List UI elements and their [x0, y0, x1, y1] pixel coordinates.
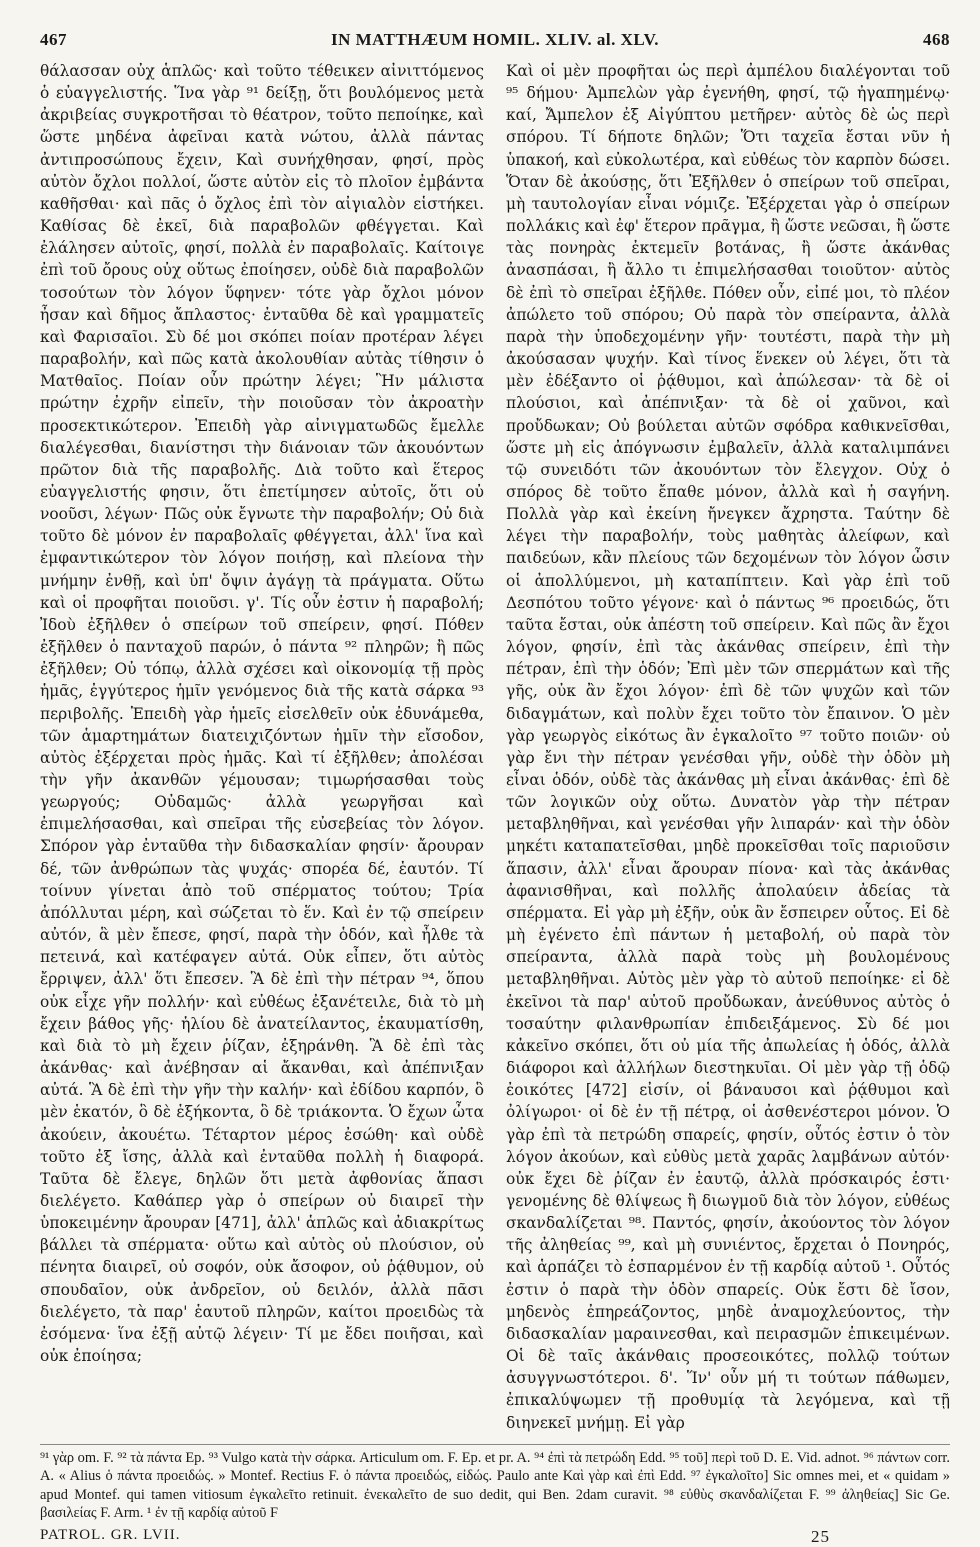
- signature-number: 25: [811, 1526, 830, 1546]
- right-column-text: Καὶ οἱ μὲν προφῆται ὡς περὶ ἀμπέλου διαλέγονται τοῦ ⁹⁵ δήμου· Ἀμπελὼν γὰρ ἐγενήθη, φησί, τῷ ἠγαπημένῳ· καί, Ἄμπελον ἐξ Αἰγύπτου μετῆρεν· αὐτὸς δὲ ὡς περὶ σπόρου. Τί δήποτε δηλῶν; Ὅτι ταχεῖα ἔσται νῦν ἡ ὑπακοή, καὶ εὐκολωτέρα, καὶ εὐθέως τὸν καρπὸν δώσει. Ὅταν δὲ ἀκούσῃς, ὅτι Ἐξῆλθεν ὁ σπείρων τοῦ σπεῖραι, μὴ ταυτολογίαν εἶναι νόμιζε. Ἐξέρχεται γὰρ ὁ σπείρων πολλάκις καὶ ἐφ' ἕτερον πρᾶγμα, ἢ ὥστε νεῶσαι, ἢ ὥστε τὰς πονηρὰς ἐκτεμεῖν βοτάνας, ἢ ὥστε ἀκάνθας ἀνασπάσαι, ἢ ἄλλο τι ἐπιμελήσασθαι τοιοῦτον· αὐτὸς δὲ ἐπὶ τὸ σπεῖραι ἐξῆλθε. Πόθεν οὖν, εἰπέ μοι, τὸ πλέον ἀπώλετο τοῦ σπόρου; Οὐ παρὰ τὸν σπείραντα, ἀλλὰ παρὰ τὴν ὑποδεχομένην γῆν· τουτέστι, παρὰ τὴν μὴ ἀκούσασαν ψυχήν. Καὶ τίνος ἕνεκεν οὐ λέγει, ὅτι τὰ μὲν ἐδέξαντο οἱ ῥᾴθυμοι, καὶ ἀπώλεσαν· τὰ δὲ οἱ πλούσιοι, καὶ ἀπέπνιξαν· τὰ δὲ οἱ χαῦνοι, καὶ προὔδωκαν; Οὐ βούλεται αὐτῶν σφόδρα καθικνεῖσθαι, ὥστε μὴ εἰς ἀπόγνωσιν ἐμβαλεῖν, ἀλλὰ καταλιμπάνει τῷ συνειδότι τῶν ἀκουόντων τὸν ἔλεγχον. Οὐχ ὁ σπόρος δὲ τοῦτο ἔπαθε μόνον, ἀλλὰ καὶ ἡ σαγήνη. Πολλὰ γὰρ καὶ ἐκείνη ἤνεγκεν ἄχρηστα. Ταύτην δὲ λέγει τὴν παραβολήν, τοὺς μαθητὰς ἀλείφων, καὶ παιδεύων, κἂν πλείους τῶν δεχομένων τὸν λόγον ὦσιν οἱ ἀπολλύμενοι, μὴ καταπίπτειν. Καὶ γὰρ ἐπὶ τοῦ Δεσπότου τοῦτο γέγονε· καὶ ὁ πάντως ⁹⁶ προειδώς, ὅτι ταῦτα ἔσται, οὐκ ἀπέστη τοῦ σπείρειν. Καὶ πῶς ἂν ἔχοι λόγον, φησίν, ἐπὶ τὰς ἀκάνθας σπείρειν, ἐπὶ τὴν πέτραν, ἐπὶ τὴν ὁδόν; Ἐπὶ μὲν τῶν σπερμάτων καὶ τῆς γῆς, οὐκ ἂν ἔχοι λόγον· ἐπὶ δὲ τῶν ψυχῶν καὶ τῶν διδαγμάτων, καὶ πολὺν ἔχει τοῦτο τὸν ἔπαινον. Ὁ μὲν γὰρ γεωργὸς εἰκότως ἂν ἐγκαλοῖτο ⁹⁷ τοῦτο ποιῶν· οὐ γὰρ ἔνι τὴν πέτραν γενέσθαι γῆν, οὐδὲ τὴν ὁδὸν μὴ εἶναι ὁδόν, οὐδὲ τὰς ἀκάνθας μὴ εἶναι ἀκάνθας· ἐπὶ δὲ τῶν λογικῶν οὐχ οὕτω. Δυνατὸν γὰρ τὴν πέτραν μεταβληθῆναι, καὶ γενέσθαι γῆν λιπαράν· καὶ τὴν ὁδὸν μηκέτι καταπατεῖσθαι, μηδὲ προκεῖσθαι τοῖς παριοῦσιν ἅπασιν, ἀλλ' εἶναι ἄρουραν πίονα· καὶ τὰς ἀκάνθας ἀφανισθῆναι, καὶ πολλῆς ἀπολαύειν ἀδείας τὰ σπέρματα. Εἰ γὰρ μὴ ἐξῆν, οὐκ ἂν ἔσπειρεν οὗτος. Εἰ δὲ μὴ ἐγένετο ἐπὶ πάντων ἡ μεταβολή, οὐ παρὰ τὸν σπείραντα, ἀλλὰ παρὰ τοὺς μὴ βουλομένους μεταβληθῆναι. Αὐτὸς μὲν γὰρ τὸ αὐτοῦ πεποίηκε· εἰ δὲ ἐκεῖνοι τὰ παρ' αὐτοῦ προὔδωκαν, ἀνεύθυνος αὐτὸς ὁ τοσαύτην φιλανθρωπίαν ἐπιδειξάμενος. Σὺ δέ μοι κἀκεῖνο σκόπει, ὅτι οὐ μία τῆς ἀπωλείας ἡ ὁδός, ἀλλὰ διάφοροι καὶ ἀλλήλων διεστηκυῖαι. Οἱ μὲν γὰρ τῇ ὁδῷ ἐοικότες [472] εἰσίν, οἱ βάναυσοι καὶ ῥᾴθυμοι καὶ ὀλίγωροι· οἱ δὲ ἐν τῇ πέτρᾳ, οἱ ἀσθενέστεροι μόνον. Ὁ γὰρ ἐπὶ τὰ πετρώδη σπαρείς, φησίν, οὗτός ἐστιν ὁ τὸν λόγον ἀκούων, καὶ εὐθὺς μετὰ χαρᾶς λαμβάνων αὐτόν· οὐκ ἔχει δὲ ῥίζαν ἐν ἑαυτῷ, ἀλλὰ πρόσκαιρός ἐστι· γενομένης δὲ θλίψεως ἢ διωγμοῦ διὰ τὸν λόγον, εὐθέως σκανδαλίζεται ⁹⁸. Παντός, φησίν, ἀκούοντος τὸν λόγον τῆς ἀληθείας ⁹⁹, καὶ μὴ συνιέντος, ἔρχεται ὁ Πονηρός, καὶ ἁρπάζει τὸ ἐσπαρμένον ἐν τῇ καρδίᾳ αὐτοῦ ¹. Οὗτός ἐστιν ὁ παρὰ τὴν ὁδὸν σπαρείς. Οὐκ ἔστι δὲ ἴσον, μηδενὸς ἐπηρεάζοντος, μηδὲ ἀναμοχλεύοντος, τὴν διδασκαλίαν μαραινεσθαι, καὶ πειρασμῶν ἐπικειμένων. Οἱ δὲ ταῖς ἀκάνθαις προσεοικότες, πολλῷ τούτων ἀσυγγνωστότεροι. δ'. Ἵν' οὖν μή τι τούτων πάθωμεν, ἐπικαλύψωμεν τῇ προθυμίᾳ τὰ λεγόμενα, καὶ τῇ διηνεκεῖ μνήμῃ. Εἰ γὰρ: [506, 62, 950, 1432]
- right-column: [506, 60, 950, 1434]
- left-column: [40, 60, 484, 1434]
- left-column-text: θάλασσαν οὐχ ἁπλῶς· καὶ τοῦτο τέθεικεν αἰνιττόμενος ὁ εὐαγγελιστής. Ἵνα γὰρ ⁹¹ δείξῃ, ὅτι βουλόμενος μετὰ ἀκριβείας συγκροτῆσαι τὸ θέατρον, τοῦτο πεποίηκε, καὶ ὥστε μηδένα ἀφεῖναι κατὰ νώτου, ἀλλὰ πάντας ἀντιπροσώπους ἔχειν, Καὶ συνήχθησαν, φησί, πρὸς αὐτὸν ὄχλοι πολλοί, ὥστε αὐτὸν εἰς τὸ πλοῖον ἐμβάντα καθῆσθαι· καὶ πᾶς ὁ ὄχλος ἐπὶ τὸν αἰγιαλὸν εἱστήκει. Καθίσας δὲ ἐκεῖ, διὰ παραβολῶν φθέγγεται. Καὶ ἐλάλησεν αὐτοῖς, φησί, πολλὰ ἐν παραβολαῖς. Καίτοιγε ἐπὶ τοῦ ὄρους οὐχ οὕτως ἐποίησεν, οὐδὲ διὰ παραβολῶν τοσούτων τὸν λόγον ὕφηνεν· τότε γὰρ ὄχλοι μόνον ἦσαν καὶ δῆμος ἄπλαστος· ἐνταῦθα δὲ καὶ γραμματεῖς καὶ Φαρισαῖοι. Σὺ δέ μοι σκόπει ποίαν προτέραν λέγει παραβολήν, καὶ πῶς κατὰ ἀκολουθίαν αὐτὰς τίθησιν ὁ Ματθαῖος. Ποίαν οὖν πρώτην λέγει; Ἣν μάλιστα πρώτην ἐχρῆν εἰπεῖν, τὴν ποιοῦσαν τὸν ἀκροατὴν προσεκτικώτερον. Ἐπειδὴ γὰρ αἰνιγματωδῶς ἔμελλε διαλέγεσθαι, διανίστησι τὴν διάνοιαν τῶν ἀκουόντων πρῶτον διὰ τῆς παραβολῆς. Διὰ τοῦτο καὶ ἕτερος εὐαγγελιστής φησιν, ὅτι ἐπετίμησεν αὐτοῖς, ὅτι οὐ νοοῦσι, λέγων· Πῶς οὐκ ἔγνωτε τὴν παραβολήν; Οὐ διὰ τοῦτο δὲ μόνον ἐν παραβολαῖς φθέγγεται, ἀλλ' ἵνα καὶ ἐμφαντικώτερον τὸν λόγον ποιήσῃ, καὶ πλείονα τὴν μνήμην ἐνθῇ, καὶ ὑπ' ὄψιν ἀγάγῃ τὰ πράγματα. Οὕτω καὶ οἱ προφῆται ποιοῦσι. γ'. Τίς οὖν ἐστιν ἡ παραβολή; Ἰδοὺ ἐξῆλθεν ὁ σπείρων τοῦ σπείρειν, φησί. Πόθεν ἐξῆλθεν ὁ πανταχοῦ παρών, ὁ πάντα ⁹² πληρῶν; ἢ πῶς ἐξῆλθεν; Οὐ τόπῳ, ἀλλὰ σχέσει καὶ οἰκονομίᾳ τῇ πρὸς ἡμᾶς, ἐγγύτερος ἡμῖν γενόμενος διὰ τῆς κατὰ σάρκα ⁹³ περιβολῆς. Ἐπειδὴ γὰρ ἡμεῖς εἰσελθεῖν οὐκ ἐδυνάμεθα, τῶν ἁμαρτημάτων διατειχιζόντων ἡμῖν τὴν εἴσοδον, αὐτὸς ἐξέρχεται πρὸς ἡμᾶς. Καὶ τί ἐξῆλθεν; ἀπολέσαι τὴν γῆν ἀκανθῶν γέμουσαν; τιμωρήσασθαι τοὺς γεωργούς; Οὐδαμῶς· ἀλλὰ γεωργῆσαι καὶ ἐπιμελήσασθαι, καὶ σπεῖραι τῆς εὐσεβείας τὸν λόγον. Σπόρον γὰρ ἐνταῦθα τὴν διδασκαλίαν φησίν· ἄρουραν δέ, τῶν ἀνθρώπων τὰς ψυχάς· σπορέα δέ, ἑαυτόν. Τί τοίνυν γίνεται ἀπὸ τοῦ σπέρματος τούτου; Τρία ἀπόλλυται μέρη, καὶ σώζεται τὸ ἕν. Καὶ ἐν τῷ σπείρειν αὐτόν, ἃ μὲν ἔπεσε, φησί, παρὰ τὴν ὁδόν, καὶ ἦλθε τὰ πετεινά, καὶ κατέφαγεν αὐτά. Οὐκ εἶπεν, ὅτι αὐτὸς ἔρριψεν, ἀλλ' ὅτι ἔπεσεν. Ἃ δὲ ἐπὶ τὴν πέτραν ⁹⁴, ὅπου οὐκ εἶχε γῆν πολλήν· καὶ εὐθέως ἐξανέτειλε, διὰ τὸ μὴ ἔχειν βάθος γῆς· ἡλίου δὲ ἀνατείλαντος, ἐκαυματίσθη, καὶ διὰ τὸ μὴ ἔχειν ῥίζαν, ἐξηράνθη. Ἃ δὲ ἐπὶ τὰς ἀκάνθας· καὶ ἀνέβησαν αἱ ἄκανθαι, καὶ ἀπέπνιξαν αὐτά. Ἃ δὲ ἐπὶ τὴν γῆν τὴν καλήν· καὶ ἐδίδου καρπόν, ὃ μὲν ἑκατόν, ὃ δὲ ἑξήκοντα, ὃ δὲ τριάκοντα. Ὁ ἔχων ὦτα ἀκούειν, ἀκουέτω. Τέταρτον μέρος ἐσώθη· καὶ οὐδὲ τοῦτο ἐξ ἴσης, ἀλλὰ καὶ ἐνταῦθα πολλὴ ἡ διαφορά. Ταῦτα δὲ ἔλεγε, δηλῶν ὅτι μετὰ ἀφθονίας ἅπασι διελέγετο. Καθάπερ γὰρ ὁ σπείρων οὐ διαιρεῖ τὴν ὑποκειμένην ἄρουραν [471], ἀλλ' ἁπλῶς καὶ ἀδιακρίτως βάλλει τὰ σπέρματα· οὕτω καὶ αὐτὸς οὐ πλούσιον, οὐ πένητα διαιρεῖ, οὐ σοφόν, οὐκ ἄσοφον, οὐ ῥᾴθυμον, οὐ σπουδαῖον, οὐκ ἀνδρεῖον, οὐ δειλόν, ἀλλὰ πᾶσι διελέγετο, τὰ παρ' ἑαυτοῦ πληρῶν, καίτοι προειδὼς τὰ ἐσόμενα· ἵνα ἐξῇ αὐτῷ λέγειν· Τί με ἔδει ποιῆσαι, καὶ οὐκ ἐποίησα;: [40, 62, 484, 1366]
- running-header: [40, 30, 950, 56]
- running-title: IN MATTHÆUM HOMIL. XLIV. al. XLV.: [330, 30, 660, 49]
- signature-text: PATROL. GR. LVII.: [40, 1526, 181, 1543]
- left-page-number: 467: [40, 30, 67, 49]
- right-page-number: 468: [923, 30, 950, 49]
- footnotes: ⁹¹ γὰρ om. F. ⁹² τὰ πάντα Ep. ⁹³ Vulgo κατὰ τὴν σάρκα. Articulum om. F. Ep. et pr. A. ⁹⁴ ἐπὶ τὰ πετρώδη Edd. ⁹⁵ τοῦ] περὶ τοῦ D. E. Vid. adnot. ⁹⁶ πάντων corr. A. « Alius ὁ πάντα προειδώς. » Montef. Rectius F. ὁ πάντα προειδώς, εἰδώς. Paulo ante Καὶ γὰρ καὶ ἐπὶ Edd. ⁹⁷ ἐγκαλοῖτο] Sic omnes mei, et « quidam » apud Montef. qui tamen vitiosum ἐγκαλεῖτο retinuit. ἐνεκαλεῖτο de suo dedit, qui Ben. 2dam curavit. ⁹⁸ εὐθὺς σκανδαλίζεται F. ⁹⁹ ἀληθείας] Sic Ge. βασιλείας F. Arm. ¹ ἐν τῇ καρδίᾳ αὐτοῦ F: [40, 1444, 950, 1523]
- text-columns: [40, 60, 950, 1434]
- signature-line: [40, 1527, 950, 1547]
